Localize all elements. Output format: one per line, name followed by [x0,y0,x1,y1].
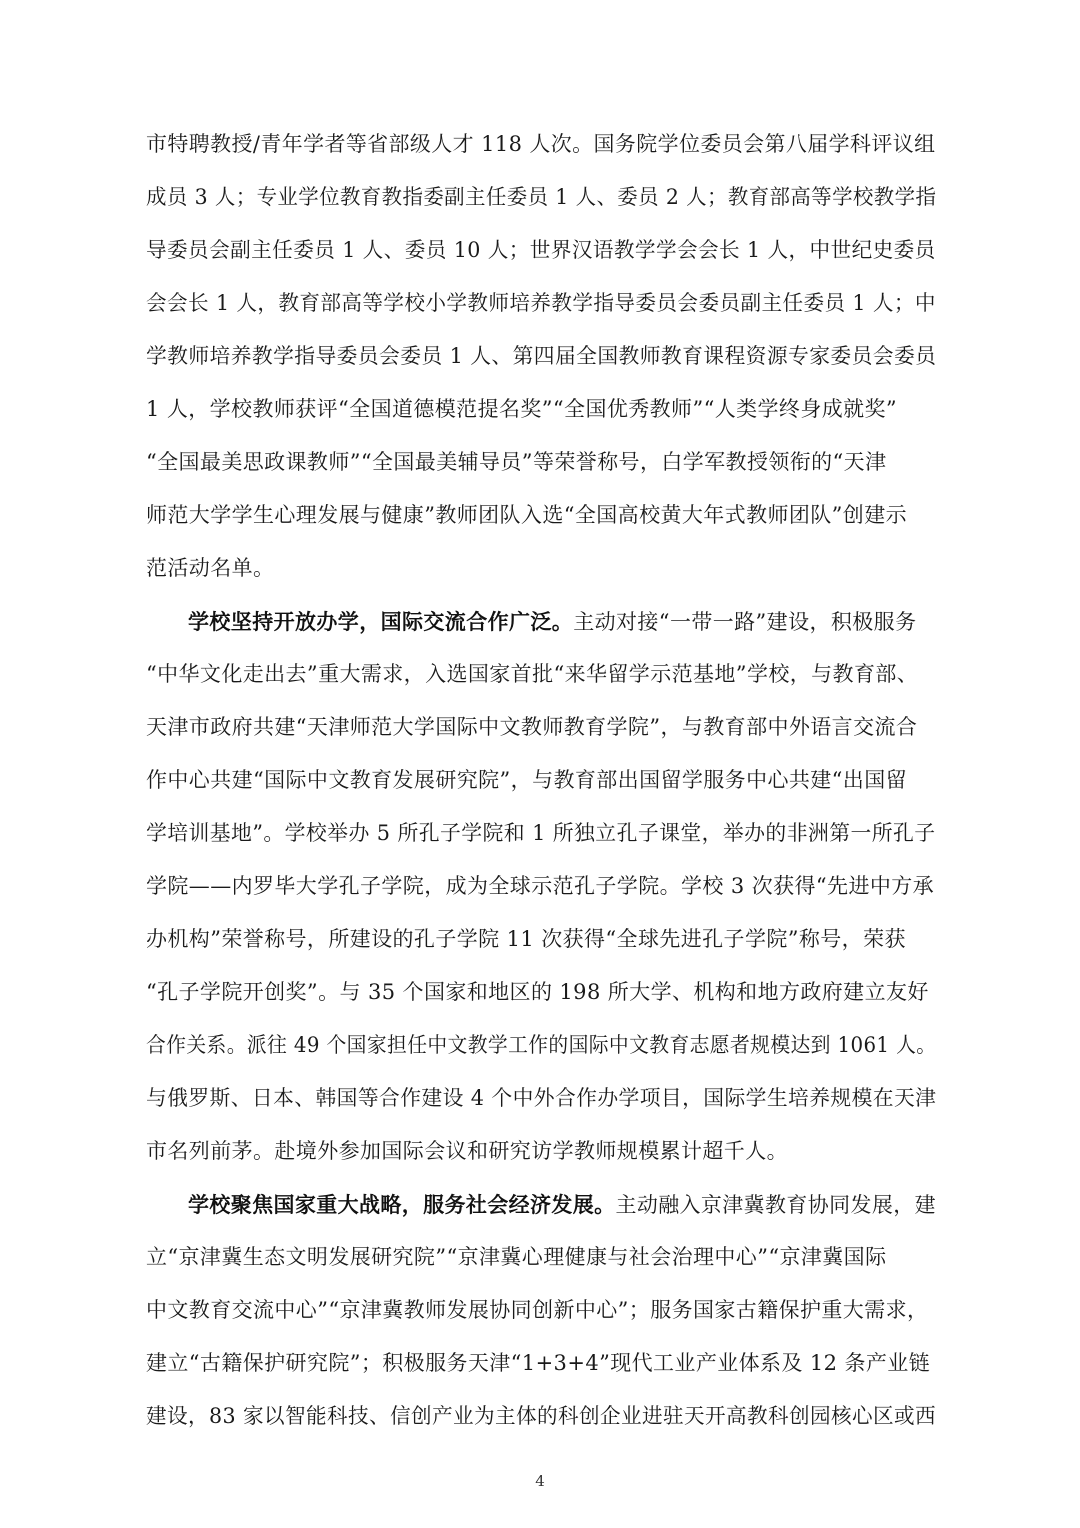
text-line: 学教师培养教学指导委员会委员 1 人、第四届全国教师教育课程资源专家委员会委员 [146,344,937,368]
text-line: 中文教育交流中心”“京津冀教师发展协同创新中心”；服务国家古籍保护重大需求， [146,1298,929,1322]
text-line: 合作关系。派往 49 个国家担任中文教学工作的国际中文教育志愿者规模达到 1061 人。 [146,1033,937,1057]
text-line: 立“京津冀生态文明发展研究院”“京津冀心理健康与社会治理中心”“京津冀国际 [146,1245,887,1269]
paragraph-heading: 学校聚焦国家重大战略，服务社会经济发展。 [188,1192,616,1217]
text-line: 会会长 1 人，教育部高等学校小学教师培养教学指导委员会委员副主任委员 1 人；中 [146,291,936,315]
text-line: 与俄罗斯、日本、韩国等合作建设 4 个中外合作办学项目，国际学生培养规模在天津 [146,1086,937,1110]
text-line: 作中心共建“国际中文教育发展研究院”，与教育部出国留学服务中心共建“出国留 [146,768,908,792]
text-line: 导委员会副主任委员 1 人、委员 10 人；世界汉语教学学会会长 1 人，中世纪史委员 [146,238,936,262]
text-line: 建设，83 家以智能科技、信创产业为主体的科创企业进驻天开高教科创园核心区或西 [146,1404,937,1428]
text-line: “中华文化走出去”重大需求，入选国家首批“来华留学示范基地”学校，与教育部、 [146,662,919,686]
text-line: 学院——内罗毕大学孔子学院，成为全球示范孔子学院。学校 3 次获得“先进中方承 [146,874,935,898]
text-line: “全国最美思政课教师”“全国最美辅导员”等荣誉称号，白学军教授领衔的“天津 [146,450,887,474]
text-line: 办机构”荣誉称号，所建设的孔子学院 11 次获得“全球先进孔子学院”称号，荣获 [146,927,906,951]
text-line [188,1194,936,1216]
paragraph-heading: 学校坚持开放办学，国际交流合作广泛。 [188,609,574,634]
text-line: 天津市政府共建“天津师范大学国际中文教师教育学院”，与教育部中外语言交流合 [146,715,918,739]
text-line: 市名列前茅。赴境外参加国际会议和研究访学教师规模累计超千人。 [146,1139,788,1163]
paragraph-text: 主动对接“一带一路”建设，积极服务 [573,610,917,634]
text-line: 成员 3 人；专业学位教育教指委副主任委员 1 人、委员 2 人；教育部高等学校教学指 [146,185,937,209]
text-line: 1 人，学校教师获评“全国道德模范提名奖”“全国优秀教师”“人类学终身成就奖” [146,397,898,421]
page-number: 4 [535,1472,545,1490]
text-line: 市特聘教授/青年学者等省部级人才 118 人次。国务院学位委员会第八届学科评议组 [146,132,936,156]
text-line [188,611,916,633]
text-line: 师范大学学生心理发展与健康”教师团队入选“全国高校黄大年式教师团队”创建示 [146,503,908,527]
paragraph-text: 主动融入京津冀教育协同发展，建 [615,1193,937,1217]
text-line: 建立“古籍保护研究院”；积极服务天津“1+3+4”现代工业产业体系及 12 条产业链 [146,1351,931,1375]
text-line: “孔子学院开创奖”。与 35 个国家和地区的 198 所大学、机构和地方政府建立友好 [146,980,929,1004]
text-line: 范活动名单。 [146,556,275,580]
text-line: 学培训基地”。学校举办 5 所孔子学院和 1 所独立孔子课堂，举办的非洲第一所孔子 [146,821,936,845]
